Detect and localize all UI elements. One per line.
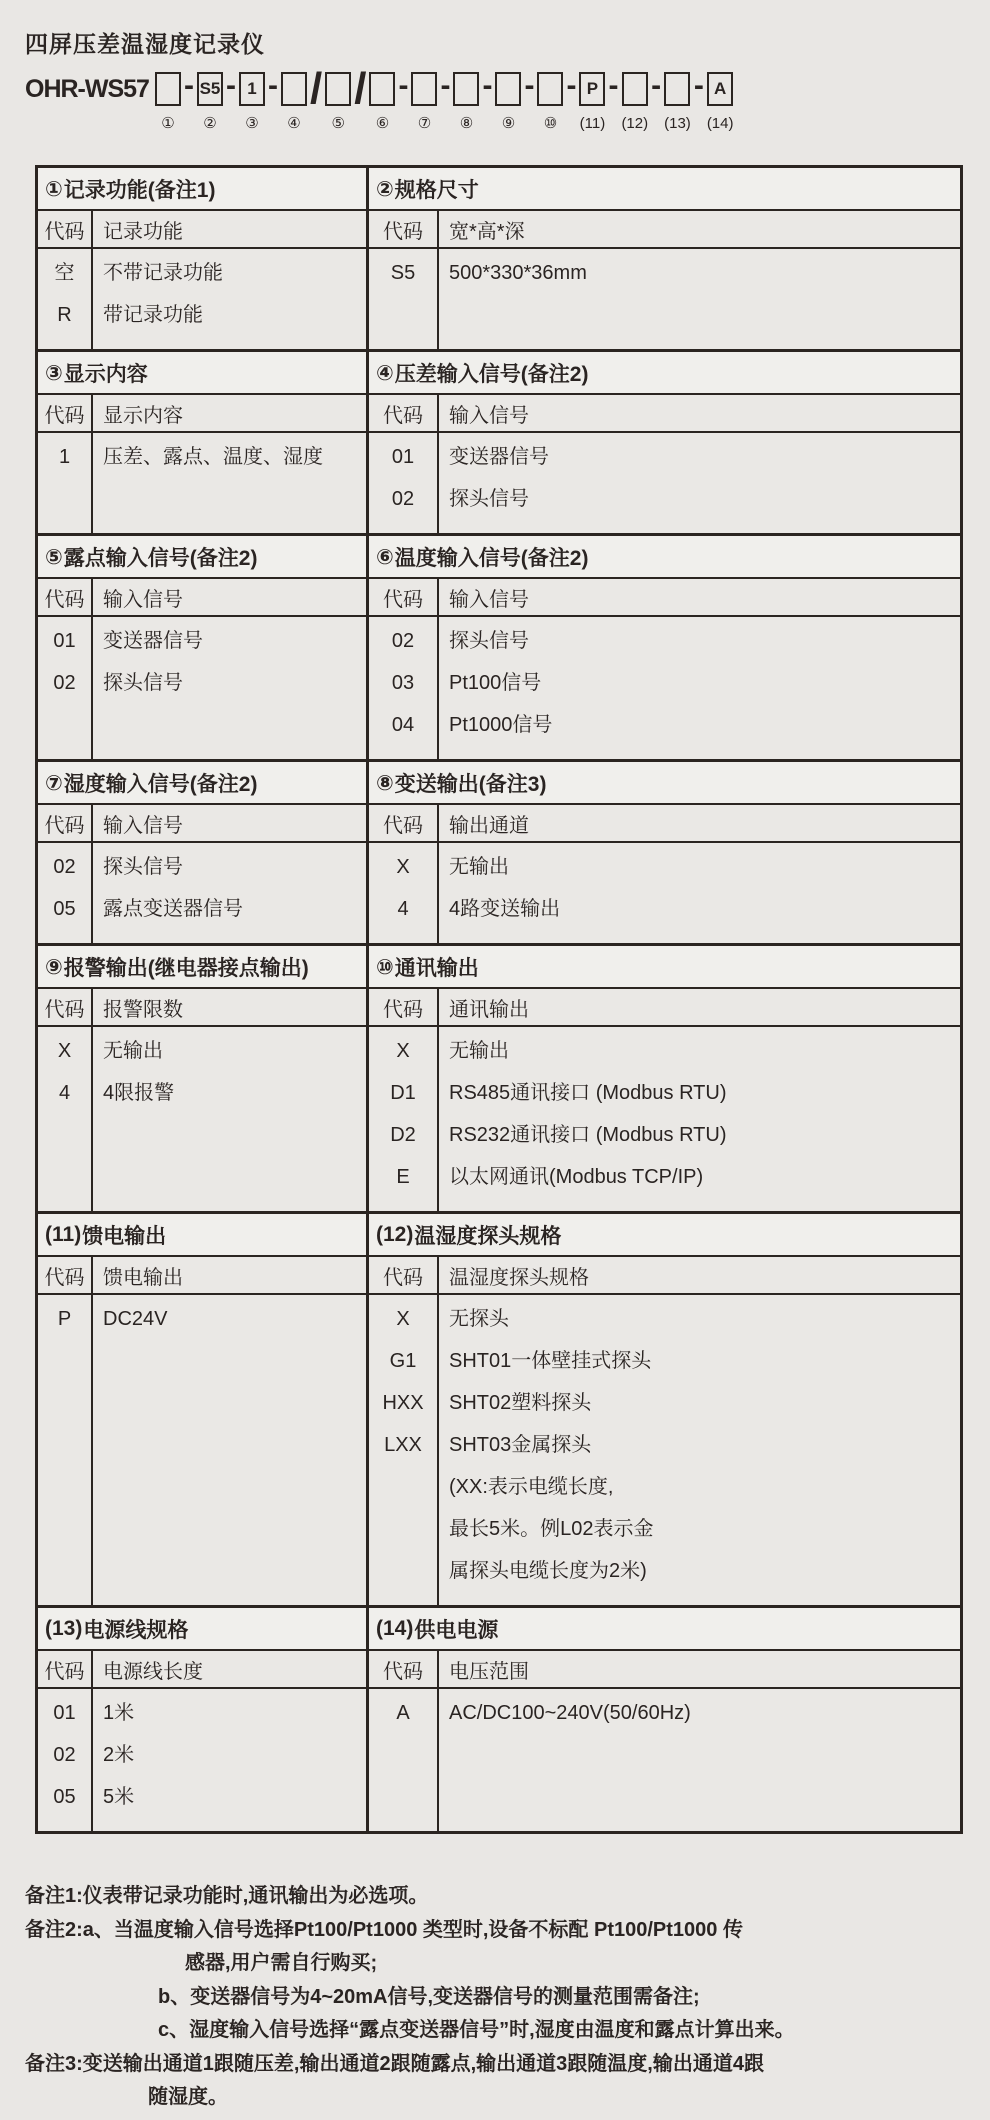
- model-code-box: [325, 72, 351, 106]
- code-separator-dash: -: [225, 69, 236, 102]
- section-header-row: [369, 395, 960, 433]
- code-column: [38, 1295, 93, 1605]
- model-code-slot: [281, 72, 307, 133]
- model-code-box: [537, 72, 563, 106]
- code-value: 05: [53, 898, 76, 920]
- code-value: A: [396, 1702, 410, 1724]
- model-code-position-number: ⑧: [459, 115, 474, 132]
- code-value: R: [57, 304, 72, 326]
- value-column-header: 电源线长度: [103, 1660, 203, 1683]
- section-body: [369, 617, 960, 759]
- model-code-line: [25, 64, 736, 133]
- model-code-position-number: (13): [664, 115, 691, 132]
- code-column-header: 代码: [369, 1651, 439, 1687]
- table-section: [38, 168, 366, 349]
- model-code-slot: [411, 72, 437, 133]
- section-title: [369, 352, 960, 395]
- model-code-box: [155, 72, 181, 106]
- code-value: D2: [390, 1124, 416, 1146]
- model-code-position-number: ⑦: [417, 115, 432, 132]
- table-band: [38, 349, 960, 533]
- section-title: [369, 1214, 960, 1257]
- table-section: [366, 762, 960, 943]
- section-body: [38, 249, 366, 349]
- value-column-header: 输出通道: [449, 814, 529, 837]
- code-value: 03: [391, 672, 415, 694]
- code-separator-dash: -: [608, 69, 619, 102]
- table-band: [38, 943, 960, 1211]
- section-header-row: [38, 211, 366, 249]
- code-value: 02: [53, 856, 76, 878]
- section-title: [38, 946, 366, 989]
- value-column-header: 显示内容: [103, 404, 183, 427]
- code-column: [369, 843, 439, 943]
- option-description: SHT01一体壁挂式探头: [449, 1350, 652, 1372]
- option-description: 无探头: [449, 1308, 509, 1330]
- section-title-text: 馈电输出: [82, 1225, 167, 1248]
- section-title-text: 供电电源: [414, 1619, 499, 1642]
- section-title: [38, 352, 366, 395]
- option-description: 无输出: [449, 1040, 509, 1062]
- table-band: [38, 1605, 960, 1831]
- model-code-position-number: (12): [621, 115, 649, 132]
- value-column-header: 通讯输出: [449, 998, 529, 1021]
- footnote-line: 随湿度。: [148, 2086, 228, 2108]
- value-column: [93, 433, 366, 533]
- section-header-row: [369, 1651, 960, 1689]
- value-column-header: 输入信号: [449, 588, 529, 611]
- code-column-header: 代码: [38, 1651, 93, 1687]
- section-title: [369, 1608, 960, 1651]
- section-number: ⑨: [45, 955, 63, 979]
- footnote-line: 备注1:仪表带记录功能时,通讯输出为必选项。: [25, 1885, 429, 1907]
- option-description: 变送器信号: [103, 630, 203, 652]
- model-prefix: OHR-WS57: [25, 75, 149, 103]
- option-description: SHT02塑料探头: [449, 1392, 592, 1414]
- footnote-line: b、变送器信号为4~20mA信号,变送器信号的测量范围需备注;: [158, 1985, 700, 2008]
- option-description: 探头信号: [449, 488, 529, 510]
- section-number: ⑩: [376, 955, 394, 979]
- model-code-position-number: ④: [287, 115, 301, 132]
- model-code-box: [622, 72, 648, 106]
- option-description: 探头信号: [103, 856, 183, 878]
- model-code-slot: [495, 72, 521, 133]
- value-column: [439, 249, 960, 349]
- option-description: 4限报警: [103, 1082, 175, 1104]
- model-code-position-number: ③: [245, 115, 259, 132]
- model-code-box: [411, 72, 437, 106]
- code-value: P: [57, 1308, 72, 1330]
- section-title-text: 温湿度探头规格: [414, 1225, 562, 1248]
- option-description: SHT03金属探头: [449, 1434, 592, 1456]
- code-column: [369, 1689, 439, 1831]
- model-code-box: [664, 72, 690, 106]
- section-number: (11): [45, 1223, 82, 1246]
- section-body: [38, 843, 366, 943]
- section-body: [369, 249, 960, 349]
- code-value: 05: [53, 1786, 76, 1808]
- table-section: [366, 352, 960, 533]
- table-section: [366, 1214, 960, 1605]
- code-value: [369, 1550, 437, 1592]
- code-separator-dash: -: [183, 69, 194, 102]
- code-separator-dash: -: [524, 69, 535, 102]
- code-separator-slash: /: [354, 64, 367, 113]
- code-value: 01: [53, 630, 76, 652]
- code-column-header: 代码: [38, 579, 93, 615]
- model-code-slot: [537, 72, 563, 133]
- table-section: [366, 1608, 960, 1831]
- model-code-box: 1: [239, 72, 265, 106]
- value-column-header: 输入信号: [103, 588, 183, 611]
- value-column: [93, 617, 366, 759]
- page-title: 四屏压差温湿度记录仪: [25, 31, 265, 57]
- code-separator-dash: -: [566, 69, 577, 102]
- section-title: [38, 1214, 366, 1257]
- option-description: (XX:表示电缆长度,: [449, 1476, 614, 1498]
- option-description: 露点变送器信号: [103, 898, 243, 920]
- code-separator-dash: -: [651, 69, 662, 102]
- code-column-header: 代码: [369, 989, 439, 1025]
- footnote-line: 备注3:变送输出通道1跟随压差,输出通道2跟随露点,输出通道3跟随温度,输出通道4跟: [25, 2052, 764, 2075]
- option-description: Pt1000信号: [449, 714, 553, 736]
- section-header-row: [369, 1257, 960, 1295]
- table-section: [366, 536, 960, 759]
- code-value: [369, 1466, 437, 1508]
- code-value: X: [396, 1040, 410, 1062]
- option-description: Pt100信号: [449, 672, 542, 694]
- code-value: [369, 1508, 437, 1550]
- model-code-slot: [239, 72, 265, 133]
- model-code-position-number: ⑨: [501, 115, 516, 132]
- section-number: ④: [376, 361, 394, 385]
- code-separator-dash: -: [398, 69, 409, 102]
- section-body: [369, 843, 960, 943]
- model-code-slot: [197, 72, 223, 133]
- section-header-row: [38, 1257, 366, 1295]
- section-title: [38, 168, 366, 211]
- option-description: 压差、露点、温度、湿度: [103, 446, 323, 468]
- section-title-text: 显示内容: [63, 363, 148, 386]
- section-header-row: [38, 395, 366, 433]
- code-column-header: 代码: [38, 1257, 93, 1293]
- value-column: [93, 249, 366, 349]
- value-column: [93, 1027, 366, 1211]
- section-title-text: 压差输入信号(备注2): [394, 363, 589, 386]
- section-number: (14): [376, 1617, 414, 1640]
- code-column-header: 代码: [369, 395, 439, 431]
- section-number: ③: [45, 361, 63, 385]
- model-code-box: [369, 72, 395, 106]
- option-description: 最长5米。例L02表示金: [449, 1518, 654, 1540]
- option-description: RS485通讯接口 (Modbus RTU): [449, 1082, 727, 1104]
- table-band: [38, 759, 960, 943]
- code-column-header: 代码: [38, 989, 93, 1025]
- table-section: [38, 536, 366, 759]
- value-column: [439, 617, 960, 759]
- code-value: E: [396, 1166, 410, 1188]
- section-header-row: [38, 1651, 366, 1689]
- table-band: [38, 533, 960, 759]
- model-code-position-number: ⑩: [543, 115, 558, 132]
- value-column: [439, 1689, 960, 1831]
- code-column: [38, 843, 93, 943]
- code-column-header: 代码: [38, 395, 93, 431]
- value-column-header: 宽*高*深: [449, 220, 525, 243]
- option-description: 500*330*36mm: [449, 262, 587, 284]
- table-section: [38, 1608, 366, 1831]
- code-column-header: 代码: [369, 1257, 439, 1293]
- section-header-row: [38, 579, 366, 617]
- section-number: (12): [376, 1223, 414, 1246]
- section-title: [369, 762, 960, 805]
- option-description: 探头信号: [449, 630, 529, 652]
- code-column-header: 代码: [38, 805, 93, 841]
- model-code-box: P: [579, 72, 605, 106]
- code-column-header: 代码: [369, 211, 439, 247]
- table-section: [38, 352, 366, 533]
- code-value: 02: [391, 630, 415, 652]
- code-value: 02: [53, 1744, 76, 1766]
- section-title-text: 电源线规格: [83, 1619, 189, 1642]
- model-code-slot: [621, 72, 648, 133]
- section-title: [38, 1608, 366, 1651]
- code-value: X: [396, 856, 410, 878]
- model-code-position-number: (14): [706, 115, 734, 132]
- section-body: [369, 1295, 960, 1605]
- section-number: ⑦: [45, 771, 63, 795]
- code-value: G1: [389, 1350, 417, 1372]
- table-section: [38, 1214, 366, 1605]
- footnote-line: 备注2:a、当温度输入信号选择Pt100/Pt1000 类型时,设备不标配 Pt100/Pt1000 传: [25, 1918, 743, 1941]
- code-column: [369, 617, 439, 759]
- option-description: RS232通讯接口 (Modbus RTU): [449, 1124, 727, 1146]
- code-column: [38, 1027, 93, 1211]
- option-description: 变送器信号: [449, 446, 549, 468]
- option-description: 无输出: [449, 856, 509, 878]
- code-value: S5: [390, 262, 416, 284]
- value-column-header: 记录功能: [103, 220, 183, 243]
- section-number: ⑤: [45, 545, 63, 569]
- model-code-slot: [664, 72, 691, 133]
- code-column: [369, 1027, 439, 1211]
- code-column: [38, 1689, 93, 1831]
- code-column: [369, 433, 439, 533]
- section-title: [369, 946, 960, 989]
- section-header-row: [38, 805, 366, 843]
- table-section: [38, 946, 366, 1211]
- table-band: [38, 1211, 960, 1605]
- code-value: HXX: [382, 1392, 424, 1414]
- section-body: [38, 1027, 366, 1211]
- code-value: 4: [58, 1082, 71, 1104]
- table-section: [38, 762, 366, 943]
- option-description: 探头信号: [103, 672, 183, 694]
- value-column: [439, 843, 960, 943]
- section-body: [38, 1295, 366, 1605]
- model-code-slot: [707, 72, 734, 133]
- model-code-box: [495, 72, 521, 106]
- section-title-text: 报警输出(继电器接点输出): [63, 957, 309, 980]
- model-code-position-number: ①: [161, 115, 175, 132]
- code-separator-dash: -: [440, 69, 451, 102]
- option-description: 4路变送输出: [449, 898, 561, 920]
- code-column-header: 代码: [38, 211, 93, 247]
- code-value: D1: [390, 1082, 416, 1104]
- model-code-position-number: ⑤: [331, 115, 345, 132]
- option-description: 带记录功能: [103, 304, 203, 326]
- value-column: [93, 843, 366, 943]
- section-header-row: [369, 211, 960, 249]
- section-body: [369, 433, 960, 533]
- model-code-box: S5: [197, 72, 223, 106]
- model-code-slot: [155, 72, 181, 133]
- option-description: AC/DC100~240V(50/60Hz): [449, 1702, 691, 1724]
- table-section: [366, 946, 960, 1211]
- section-body: [369, 1689, 960, 1831]
- model-code-box: A: [707, 72, 733, 106]
- code-column: [369, 249, 439, 349]
- code-separator-dash: -: [482, 69, 493, 102]
- section-title-text: 温度输入信号(备注2): [394, 547, 589, 570]
- footnotes: [25, 1880, 975, 2115]
- section-title: [38, 536, 366, 579]
- code-value: 02: [53, 672, 76, 694]
- value-column: [439, 1027, 960, 1211]
- code-value: X: [57, 1040, 72, 1062]
- section-body: [38, 433, 366, 533]
- section-title: [369, 168, 960, 211]
- option-description: 不带记录功能: [103, 262, 223, 284]
- model-code-position-number: ②: [203, 115, 217, 132]
- model-code-slot: [325, 72, 351, 133]
- section-body: [38, 1689, 366, 1831]
- code-value: X: [396, 1308, 410, 1330]
- option-description: 属探头电缆长度为2米): [449, 1560, 647, 1582]
- section-title-text: 露点输入信号(备注2): [63, 547, 258, 570]
- code-column-header: 代码: [369, 579, 439, 615]
- section-title-text: 规格尺寸: [394, 179, 479, 202]
- model-code-box: [281, 72, 307, 106]
- code-value: LXX: [384, 1434, 422, 1456]
- code-column: [369, 1295, 439, 1605]
- section-title-text: 记录功能(备注1): [63, 179, 216, 202]
- option-description: 无输出: [103, 1040, 163, 1062]
- value-column-header: 输入信号: [449, 404, 529, 427]
- section-body: [369, 1027, 960, 1211]
- code-value: 01: [53, 1702, 76, 1724]
- model-code-position-number: ⑥: [375, 115, 390, 132]
- footnote-line: c、湿度输入信号选择“露点变送器信号”时,湿度由温度和露点计算出来。: [158, 2019, 795, 2041]
- code-value: 04: [391, 714, 415, 736]
- value-column: [439, 433, 960, 533]
- section-number: ②: [376, 177, 394, 201]
- section-title: [369, 536, 960, 579]
- value-column-header: 报警限数: [103, 998, 183, 1021]
- value-column-header: 输入信号: [103, 814, 183, 837]
- code-separator-slash: /: [309, 64, 323, 113]
- code-column: [38, 617, 93, 759]
- code-value: 01: [391, 446, 415, 468]
- value-column-header: 馈电输出: [103, 1266, 183, 1289]
- section-title: [38, 762, 366, 805]
- model-code-position-number: (11): [579, 115, 606, 132]
- section-number: (13): [45, 1617, 83, 1640]
- option-description: 1米: [103, 1702, 135, 1724]
- table-section: [366, 168, 960, 349]
- value-column: [93, 1295, 366, 1605]
- section-title-text: 变送输出(备注3): [394, 773, 547, 796]
- code-column: [38, 433, 93, 533]
- code-separator-dash: -: [693, 69, 704, 102]
- value-column: [93, 1689, 366, 1831]
- code-value: 空: [54, 262, 75, 284]
- section-header-row: [369, 805, 960, 843]
- option-description: 以太网通讯(Modbus TCP/IP): [449, 1166, 704, 1188]
- model-code-box: [453, 72, 479, 106]
- code-column: [38, 249, 93, 349]
- section-body: [38, 617, 366, 759]
- code-separator-dash: -: [267, 69, 278, 102]
- section-title-text: 通讯输出: [394, 957, 479, 980]
- code-value: 1: [58, 446, 71, 468]
- code-value: 4: [397, 898, 409, 920]
- section-number: ⑥: [376, 545, 394, 569]
- section-title-text: 湿度输入信号(备注2): [63, 773, 258, 796]
- section-header-row: [369, 579, 960, 617]
- option-description: DC24V: [103, 1308, 168, 1330]
- table-band: [38, 168, 960, 349]
- section-number: ①: [45, 177, 63, 201]
- model-code-slot: [453, 72, 479, 133]
- option-description: 2米: [103, 1744, 135, 1766]
- code-column-header: 代码: [369, 805, 439, 841]
- model-code-slot: [579, 72, 605, 133]
- option-description: 5米: [103, 1786, 135, 1808]
- code-value: 02: [391, 488, 415, 510]
- model-code-slot: [369, 72, 395, 133]
- section-header-row: [38, 989, 366, 1027]
- value-column-header: 温湿度探头规格: [449, 1266, 589, 1289]
- section-header-row: [369, 989, 960, 1027]
- value-column: [439, 1295, 960, 1605]
- footnote-line: 感器,用户需自行购买;: [185, 1952, 378, 1974]
- value-column-header: 电压范围: [449, 1660, 529, 1683]
- section-number: ⑧: [376, 771, 394, 795]
- selection-guide-table: [35, 165, 963, 1834]
